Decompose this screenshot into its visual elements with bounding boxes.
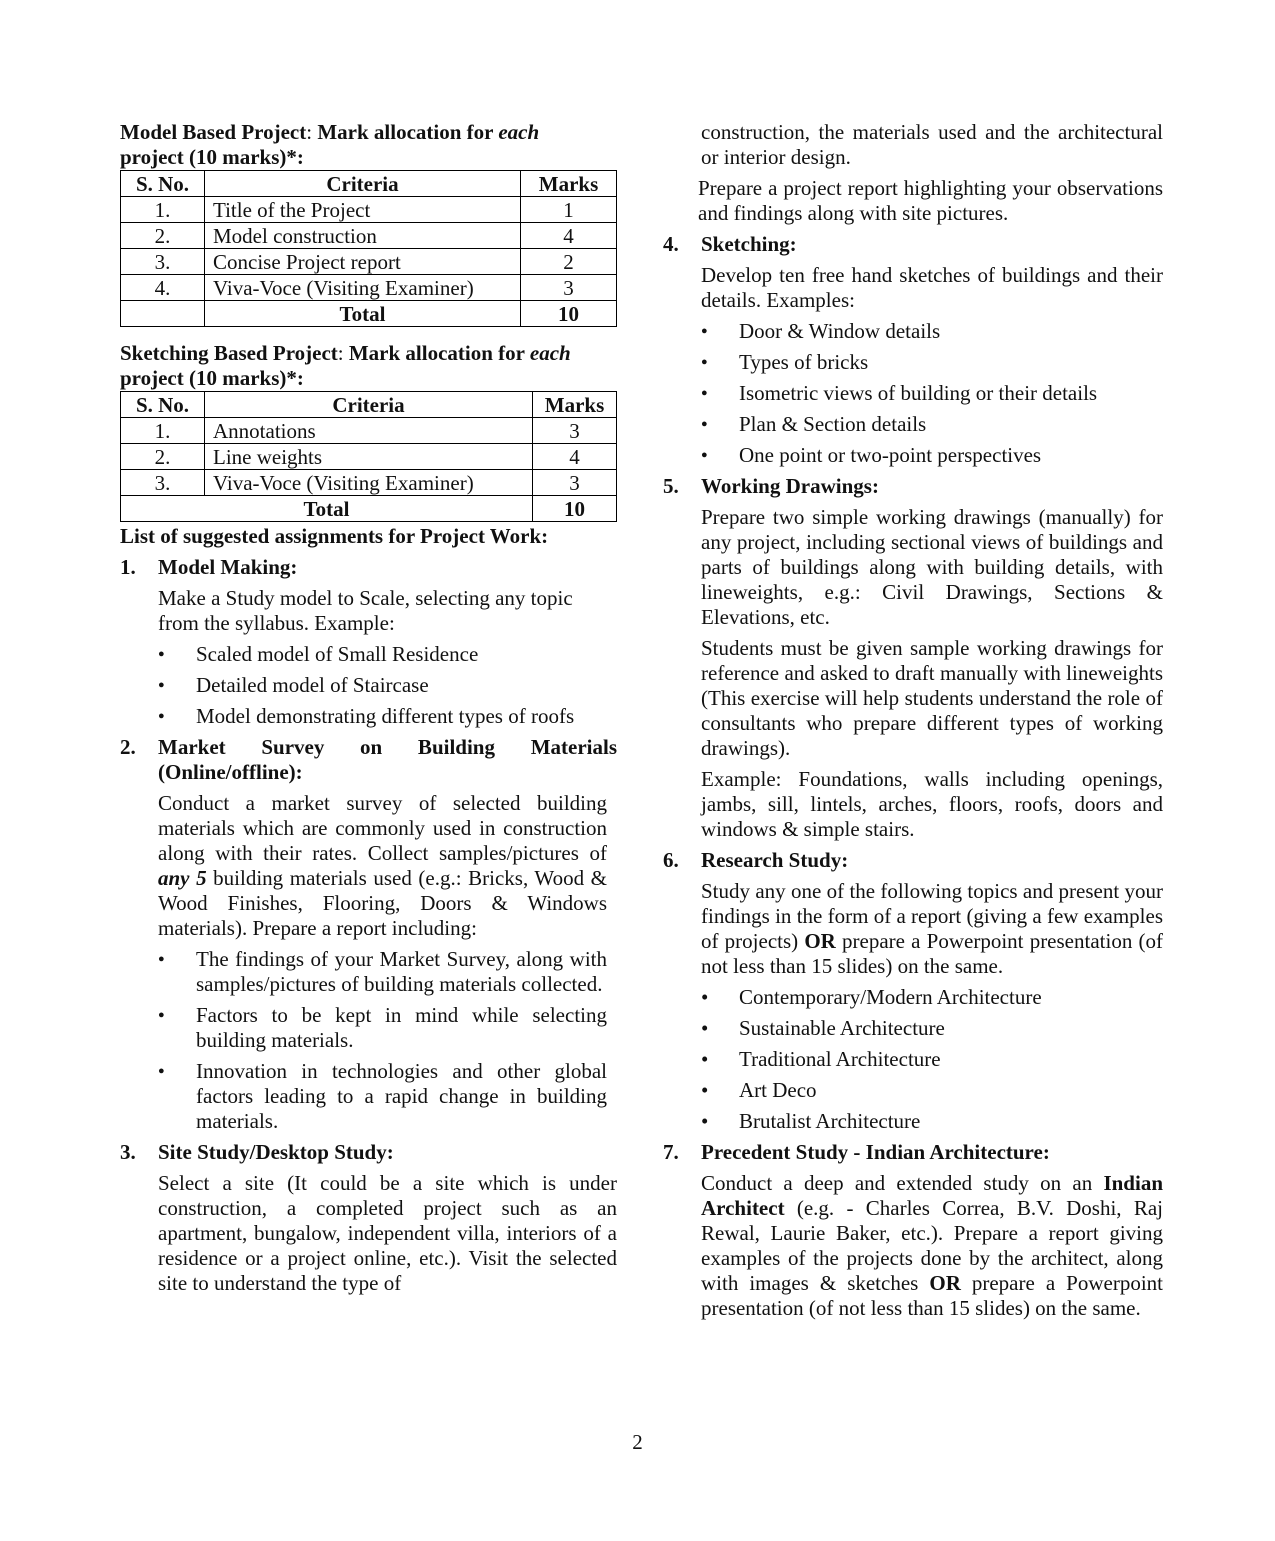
bullet-icon: ●: [701, 387, 708, 399]
sketch-table-caption: [120, 341, 617, 391]
list-item: [158, 704, 617, 729]
section-title: Market Survey on Building Materials (Online/offline):: [158, 735, 617, 784]
caption-mark-allocation: Mark allocation for: [317, 120, 499, 144]
section-paragraph: Example: Foundations, walls including openings, jambs, sill, lintels, arches, floors, roofs, doors and windows & simple stairs.: [701, 767, 1163, 841]
list-item: [158, 1003, 607, 1053]
list-item: [701, 1016, 1163, 1041]
section-paragraph: Prepare two simple working drawings (manually) for any project, including sectional views of buildings and parts of buildings along with building details, with lineweights, e.g.: Civil Drawings, Sections & Elevations, etc.: [701, 505, 1163, 629]
table-row: [121, 197, 617, 223]
list-item-text: Model demonstrating different types of roofs: [196, 704, 575, 728]
cell-sno: 3.: [121, 249, 205, 275]
bullet-list: [701, 319, 1163, 468]
list-item-text: Detailed model of Staircase: [196, 673, 429, 697]
total-value: 10: [533, 496, 617, 522]
caption-marks: project (10 marks)*:: [120, 145, 304, 169]
cell-criteria: Concise Project report: [205, 249, 521, 275]
bullet-icon: ●: [158, 679, 165, 691]
section-heading-research-study: [663, 848, 1163, 873]
page-number: 2: [632, 1430, 643, 1454]
section-body-site-study-continued: [701, 120, 1163, 170]
table-row: [121, 249, 617, 275]
section-number: 4.: [663, 232, 679, 256]
table-total-row: [121, 301, 617, 327]
list-item-text: Scaled model of Small Residence: [196, 642, 479, 666]
cell-sno: 2.: [121, 444, 205, 470]
list-item-text: Types of bricks: [739, 350, 869, 374]
section-paragraph: Develop ten free hand sketches of buildings and their details. Examples:: [701, 263, 1163, 312]
caption-title: Sketching Based Project: [120, 341, 338, 365]
model-table-caption: [120, 120, 617, 170]
bullet-icon: ●: [701, 356, 708, 368]
caption-each: each: [529, 341, 571, 365]
list-item: [701, 1109, 1163, 1134]
or-text: OR: [929, 1271, 961, 1295]
paragraph-text: (e.g. - Charles Correa, B.V. Doshi, Raj Rewal, Laurie Baker, etc.). Prepare a report giving examples of the projects done by the architect, along with images & sketches: [701, 1196, 1163, 1295]
table-header-row: [121, 171, 617, 197]
bullet-icon: ●: [158, 1065, 165, 1077]
section-paragraph: [701, 879, 1163, 979]
cell-marks: 4: [533, 444, 617, 470]
cell-sno: 1.: [121, 197, 205, 223]
cell-sno: 4.: [121, 275, 205, 301]
site-study-report-paragraph: [698, 176, 1163, 226]
list-item-text: Factors to be kept in mind while selecting building materials.: [196, 1003, 607, 1052]
bullet-icon: ●: [701, 325, 708, 337]
list-item-text: Contemporary/Modern Architecture: [739, 985, 1042, 1009]
caption-each: each: [498, 120, 540, 144]
cell-sno: 1.: [121, 418, 205, 444]
paragraph-text: Conduct a deep and extended study on an: [701, 1171, 1104, 1195]
or-text: OR: [804, 929, 836, 953]
section-paragraph: [158, 791, 607, 941]
cell-marks: 2: [521, 249, 617, 275]
bold-text: Indian Architect: [701, 1171, 1163, 1220]
cell-empty: [121, 301, 205, 327]
list-item-text: One point or two-point perspectives: [739, 443, 1042, 467]
list-item: [701, 319, 1163, 344]
section-number: 2.: [120, 735, 136, 759]
section-paragraph: Make a Study model to Scale, selecting any topic from the syllabus. Example:: [158, 586, 573, 635]
bullet-icon: •: [701, 1016, 709, 1040]
section-title: Model Making:: [158, 555, 298, 579]
list-item-text: The findings of your Market Survey, along with samples/pictures of building materials collected.: [196, 947, 607, 996]
section-body-sketching: [701, 263, 1163, 468]
bullet-icon: •: [701, 985, 709, 1009]
emphasis-text: any 5: [158, 866, 207, 890]
bullet-icon: ●: [158, 648, 165, 660]
table-row: [121, 223, 617, 249]
list-item: [158, 1059, 607, 1134]
caption-mark-allocation: Mark allocation for: [348, 341, 530, 365]
section-body-site-study: [158, 1171, 617, 1296]
table-row: [121, 275, 617, 301]
cell-criteria: Annotations: [205, 418, 533, 444]
table-row: [121, 418, 617, 444]
total-label: Total: [205, 301, 521, 327]
section-body-research-study: [701, 879, 1163, 1134]
section-title: Working Drawings:: [701, 474, 879, 498]
cell-criteria: Line weights: [205, 444, 533, 470]
table-row: [121, 470, 617, 496]
list-item: [701, 1078, 1163, 1103]
list-item-text: Door & Window details: [739, 319, 941, 343]
list-item: [158, 642, 617, 667]
list-item: [158, 673, 617, 698]
section-title: Research Study:: [701, 848, 849, 872]
total-value: 10: [521, 301, 617, 327]
cell-marks: 3: [521, 275, 617, 301]
cell-marks: 1: [521, 197, 617, 223]
section-number: 3.: [120, 1140, 136, 1164]
section-body-market-survey: [158, 791, 607, 1134]
section-heading-precedent-study: [663, 1140, 1163, 1165]
header-criteria: Criteria: [205, 392, 533, 418]
cell-sno: 3.: [121, 470, 205, 496]
section-title: Precedent Study - Indian Architecture:: [701, 1140, 1050, 1164]
header-sno: S. No.: [121, 392, 205, 418]
section-title: Site Study/Desktop Study:: [158, 1140, 394, 1164]
assignments-heading: List of suggested assignments for Project Work:: [120, 524, 549, 548]
section-number: 7.: [663, 1140, 679, 1164]
caption-marks: project (10 marks)*:: [120, 366, 304, 390]
bullet-list: [158, 642, 617, 729]
cell-criteria: Viva-Voce (Visiting Examiner): [205, 275, 521, 301]
bullet-icon: ●: [158, 1009, 165, 1021]
list-item: [158, 947, 607, 997]
list-item-text: Plan & Section details: [739, 412, 927, 436]
list-item: [701, 350, 1163, 375]
bullet-list: [158, 947, 607, 1134]
section-paragraph: [701, 1171, 1163, 1321]
right-column: [663, 120, 1163, 1321]
header-sno: S. No.: [121, 171, 205, 197]
bullet-icon: ●: [701, 418, 708, 430]
table-total-row: [121, 496, 617, 522]
list-item: [701, 985, 1163, 1010]
cell-criteria: Title of the Project: [205, 197, 521, 223]
list-item-text: Traditional Architecture: [739, 1047, 941, 1071]
sketch-marks-table: [120, 391, 617, 522]
bullet-icon: •: [701, 1109, 709, 1133]
list-item-text: Isometric views of building or their details: [739, 381, 1098, 405]
section-body-model-making: [158, 586, 617, 729]
section-heading-market-survey: [120, 735, 617, 785]
model-marks-table: [120, 170, 617, 327]
caption-colon: :: [306, 120, 318, 144]
cell-marks: 3: [533, 470, 617, 496]
section-body-precedent-study: [701, 1171, 1163, 1321]
table-row: [121, 444, 617, 470]
section-heading-working-drawings: [663, 474, 1163, 499]
bullet-icon: •: [701, 1078, 709, 1102]
list-item: [701, 381, 1163, 406]
paragraph-text: prepare a Powerpoint presentation (of not less than 15 slides) on the same.: [701, 929, 1163, 978]
section-body-working-drawings: [701, 505, 1163, 842]
cell-sno: 2.: [121, 223, 205, 249]
bullet-icon: ●: [158, 710, 165, 722]
list-item-text: Art Deco: [739, 1078, 817, 1102]
paragraph-text: Study any one of the following topics and present your findings in the form of a report (giving a few examples of projects): [701, 879, 1163, 953]
list-item: [701, 1047, 1163, 1072]
section-title: Sketching:: [701, 232, 797, 256]
list-item-text: Brutalist Architecture: [739, 1109, 921, 1133]
caption-colon: :: [337, 341, 349, 365]
section-paragraph: Prepare a project report highlighting your observations and findings along with site pictures.: [698, 176, 1163, 225]
section-number: 6.: [663, 848, 679, 872]
cell-marks: 4: [521, 223, 617, 249]
section-paragraph: Students must be given sample working drawings for reference and asked to draft manually with lineweights (This exercise will help students understand the role of consultants who prepare different types of working drawings).: [701, 636, 1163, 760]
bullet-icon: ●: [158, 953, 165, 965]
section-heading-sketching: [663, 232, 1163, 257]
left-column: [120, 120, 617, 1296]
section-paragraph: construction, the materials used and the architectural or interior design.: [701, 120, 1163, 169]
section-number: 1.: [120, 555, 136, 579]
paragraph-text: Conduct a market survey of selected building materials which are commonly used in construction along with their rates. Collect samples/pictures of: [158, 791, 607, 865]
paragraph-text: building materials used (e.g.: Bricks, Wood & Wood Finishes, Flooring, Doors & Windows materials). Prepare a report including:: [158, 866, 607, 940]
section-heading-site-study: [120, 1140, 617, 1165]
header-marks: Marks: [533, 392, 617, 418]
bullet-list: [701, 985, 1163, 1134]
list-item-text: Sustainable Architecture: [739, 1016, 945, 1040]
paragraph-text: prepare a Powerpoint presentation (of not less than 15 slides) on the same.: [701, 1271, 1163, 1320]
section-paragraph: Select a site (It could be a site which is under construction, a completed project such as an apartment, bungalow, independent villa, interiors of a residence or a project online, etc.). Visit the selected site to understand the type of: [158, 1171, 617, 1295]
bullet-icon: ●: [701, 449, 708, 461]
header-criteria: Criteria: [205, 171, 521, 197]
bullet-icon: •: [701, 1047, 709, 1071]
list-item: [701, 443, 1163, 468]
list-item-text: Innovation in technologies and other global factors leading to a rapid change in building materials.: [196, 1059, 607, 1133]
table-header-row: [121, 392, 617, 418]
total-label: Total: [121, 496, 533, 522]
section-heading-model-making: [120, 555, 617, 580]
section-number: 5.: [663, 474, 679, 498]
cell-marks: 3: [533, 418, 617, 444]
header-marks: Marks: [521, 171, 617, 197]
list-item: [701, 412, 1163, 437]
cell-criteria: Viva-Voce (Visiting Examiner): [205, 470, 533, 496]
caption-title: Model Based Project: [120, 120, 307, 144]
cell-criteria: Model construction: [205, 223, 521, 249]
